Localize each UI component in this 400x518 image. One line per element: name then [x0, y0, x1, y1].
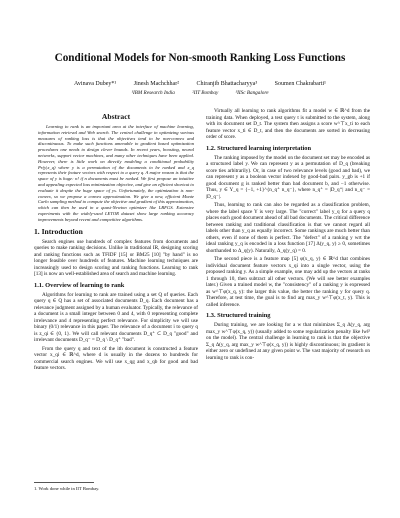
- author-list: [0, 81, 400, 87]
- affiliation: ¹IBM Research India: [131, 90, 175, 96]
- abstract-text: [38, 124, 194, 223]
- structured-paragraph: The ranking imposed by the model on the document set may be encoded as a structured label y. We can represent y as a permutation of D_q (breaking score ties arbitrarily). Or, in case of two relevance levels (good and bad), we can represent y as a boolean vector indexed by good-bad pairs. y_gb is +1 if good document g is ranked better than bad document b, and −1 otherwise. Thus, y ∈ Y_q = {−1, +1}^{n_q⁺ n_q⁻}, where n_q⁺ = |D_q⁺| and n_q⁻ = |D_q⁻|.: [206, 154, 371, 200]
- abstract-paragraph: Learning to rank is an important area at the interface of machine learning, information retrieval and Web search. The central challenge in optimizing various measures of ranking loss is that the objectives tend to be non-convex and discontinuous. To make such functions amenable to gradient based optimization procedures one needs to design clever bounds. In recent years, boosting, neural networks, support vector machines, and many other techniques have been applied. However, there is little work on directly modeling a conditional probability Pr(y|x_q) where y is a permutation of the documents to be ranked and x_q represents their feature vectors with respect to a query q. A major reason is that the space of y is huge: n! if n documents must be ranked. We first propose an intuitive and appealing expected loss minimization objective, and give an efficient shortcut to evaluate it despite the huge space of ys. Unfortunately, the optimization is non-convex, so we propose a convex approximation. We give a new, efficient Monte Carlo sampling method to compute the objective and gradient of this approximation, which can then be used in a quasi-Newton optimizer like LBFGS. Extensive experiments with the widely-used LETOR dataset show large ranking accuracy improvements beyond recent and competitive algorithms.: [38, 124, 194, 222]
- right-column: [206, 108, 370, 363]
- paper-title: Conditional Models for Non-smooth Ranking Loss Functions: [54, 52, 346, 64]
- intro-paragraph: Search engines use hundreds of complex features from documents and queries to make ranking decisions. Unlike in traditional IR, designing scoring and ranking functions such as TFIDF [15] or BM25 [10] "by hand" is no longer feasible over hundreds of features. Machine learning techniques are increasingly used to design scoring and ranking functions. Learning to rank [13] is now an well-established area of search and machine learning.: [34, 238, 198, 278]
- structured-paragraph: The second piece is a feature map [5] φ(x_q, y) ∈ ℝ^d that combines individual document feature vectors x_qi into a single vector, using the proposed ranking y. As a simple example, one may add up the vectors at ranks 1 through 10, then subtract all other vectors. (We will see better examples later.) Given a trained model w, the "consistency" of a ranking y is expressed as w^⊤φ(x_q, y): the larger this value, the better the ranking y for query q. Therefore, at test time, the goal is to find arg max_y w^⊤φ(x_t, y). This is called inference.: [206, 256, 370, 308]
- overview-paragraph: From the query q and text of the ith document is constructed a feature vector x_qi ∈ ℝ^d, where d is usually in the dozens to hundreds for commercial search engines. We will use x_qg and x_qb for good and bad feature vectors.: [34, 345, 198, 372]
- footnote-divider: [34, 482, 94, 483]
- structured-paragraph: Thus, learning to rank can also be regarded as a classification problem, where the label space Y is very large. The "correct" label y_q for a query q places each good document ahead of all bad documents. The critical difference between ranking and traditional classification is that we cannot regard all labels other than y_q as equally incorrect. Some rankings are much better than others, even if none of them is perfect. The "defect" of a ranking y wrt the ideal ranking y_q is encoded in a loss function [17] Δ(y_q, y) ≥ 0, sometimes shorthanded to Δ_q(y). Naturally, Δ_q(y_q) = 0.: [206, 202, 370, 254]
- affiliation: ³IISc Bangalore: [235, 90, 269, 96]
- author-name: Soumen Chakrabarti¹: [274, 81, 326, 87]
- section-heading-introduction: 1. Introduction: [34, 226, 83, 236]
- author-name: Avinava Dubey*¹: [74, 81, 117, 87]
- section-heading-structured-learning: 1.2. Structured learning interpretation: [206, 144, 312, 152]
- section-heading-structured-training: 1.3. Structured training: [206, 312, 271, 319]
- abstract-heading: Abstract: [101, 112, 131, 121]
- overview-paragraph: Algorithms for learning to rank are trained using a set Q of queries. Each query q ∈ Q has a set of associated documents D_q. Each document has a relevance judgment assigned by a human evaluator. Typically, the relevance of a document is a small integer between 0 and 4, with 0 representing complete irrelevance and 4 representing perfect relevance. For simplicity we will use binary (0/1) relevance in this paper. The relevance of a document i to query q is z_qi ∈ {0, 1}. We will call relevant documents D_q⁺ ⊂ D_q "good" and irrelevant documents D_q⁻ = D_q \ D_q⁺ "bad".: [34, 291, 198, 344]
- footnote: 1. Work done while in IIT Bombay.: [34, 486, 100, 491]
- author-name: Chiranjib Bhattacharyya³: [196, 81, 258, 87]
- training-paragraph: During training, we are looking for a w that minimizes Σ_q Δ(y_q, arg max_y w^⊤φ(x_q, y)) (usually added to some regularization penalty like ‖w‖² on the model). The central challenge in learning to rank is that the objective Σ_q Δ(y_q, arg max_y w^⊤φ(x_q, y)) is highly discontinuous; its gradient is either zero or undefined at any given point w. The vast majority of research on learning to rank is con-: [206, 322, 370, 361]
- intro-continuation-paragraph: Virtually all learning to rank algorithms fit a model w ∈ ℝ^d from the training data. When deployed, a test query t is submitted to the system, along with its document set D_t. The system then assigns a score w^⊤x_ti to each feature vector x_ti ∈ D_t, and then the documents are sorted in decreasing order of score.: [206, 108, 370, 140]
- left-column: [34, 108, 198, 374]
- author-name: Jinesh Machchhar²: [133, 81, 180, 87]
- affiliation: ²IIT Bombay: [192, 90, 219, 96]
- affiliation-list: [0, 90, 400, 96]
- section-heading-overview: 1.1. Overview of learning to rank: [34, 281, 125, 289]
